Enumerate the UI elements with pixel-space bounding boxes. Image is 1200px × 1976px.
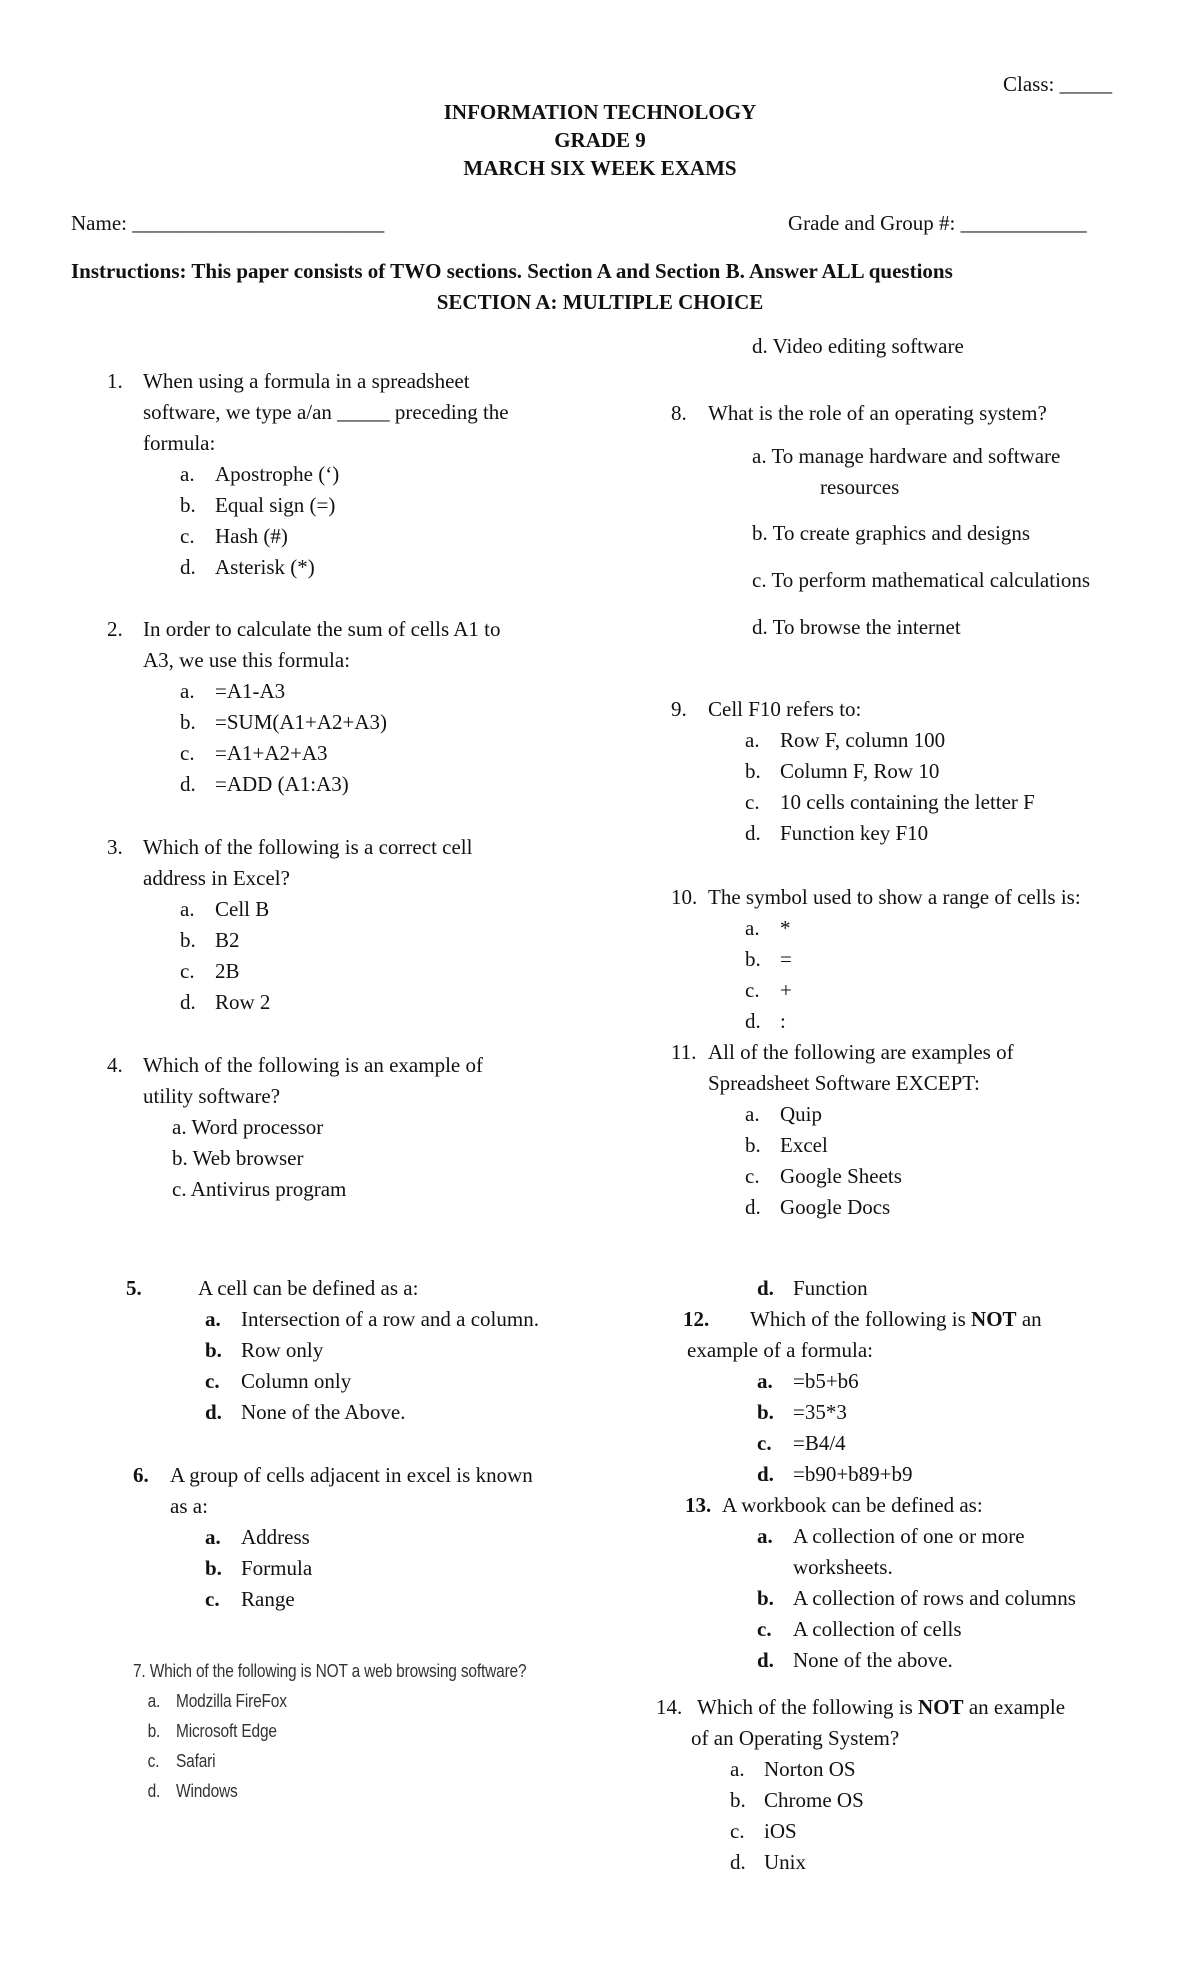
question-text: formula: xyxy=(143,431,216,455)
option-label: a. xyxy=(205,1307,221,1331)
question-text: A group of cells adjacent in excel is known xyxy=(170,1463,533,1487)
exam-title-subject: INFORMATION TECHNOLOGY xyxy=(443,100,757,124)
option-label: b. xyxy=(147,1721,161,1741)
option-text: d. To browse the internet xyxy=(752,615,961,639)
instructions: Instructions: This paper consists of TWO sections. Section A and Section B. Answer ALL questions xyxy=(71,259,953,283)
option-label: c. xyxy=(205,1587,220,1611)
question-text: What is the role of an operating system? xyxy=(708,401,1047,425)
option-label: c. xyxy=(180,959,195,983)
option-text: 2B xyxy=(215,959,240,983)
option-label: d. xyxy=(745,821,761,845)
option-text: Google Sheets xyxy=(780,1164,902,1188)
question-text: All of the following are examples of xyxy=(708,1040,1014,1064)
option-text: c. To perform mathematical calculations xyxy=(752,568,1091,592)
option-label: d. xyxy=(180,555,196,579)
option-text: Column F, Row 10 xyxy=(780,759,940,783)
option-text: b. Web browser xyxy=(172,1146,304,1170)
question-text: utility software? xyxy=(143,1084,281,1108)
question-number: 14. xyxy=(656,1695,683,1719)
question-number: 9. xyxy=(671,697,687,721)
option-label: a. xyxy=(180,679,195,703)
option-label: a. xyxy=(745,728,760,752)
question-text: Which of the following is a correct cell xyxy=(143,835,473,859)
option-text: Column only xyxy=(241,1369,352,1393)
option-text: Equal sign (=) xyxy=(215,493,336,517)
question-text: of an Operating System? xyxy=(691,1726,900,1750)
exam-title-grade: GRADE 9 xyxy=(554,128,646,152)
option-text: =SUM(A1+A2+A3) xyxy=(215,710,388,734)
question-text: address in Excel? xyxy=(143,866,290,890)
option-text: Quip xyxy=(780,1102,822,1126)
option-text: Range xyxy=(241,1587,295,1611)
question-text: Which of the following is xyxy=(697,1695,919,1719)
option-label: b. xyxy=(745,947,761,971)
option-label: d. xyxy=(147,1781,161,1801)
option-label: c. xyxy=(147,1751,160,1771)
option-text: * xyxy=(780,916,791,940)
option-text: Intersection of a row and a column. xyxy=(241,1307,539,1331)
option-label: a. xyxy=(730,1757,745,1781)
question-text: A3, we use this formula: xyxy=(143,648,351,672)
question-text: In order to calculate the sum of cells A1 to xyxy=(143,617,501,641)
option-label: d. xyxy=(757,1276,774,1300)
grade-group-field-label: Grade and Group #: ____________ xyxy=(788,211,1087,235)
section-a-title: SECTION A: MULTIPLE CHOICE xyxy=(436,290,764,314)
question-text: an xyxy=(1016,1307,1042,1331)
option-label: b. xyxy=(757,1400,774,1424)
option-text: =b90+b89+b9 xyxy=(793,1462,913,1486)
option-text: 10 cells containing the letter F xyxy=(780,790,1035,814)
option-label: b. xyxy=(180,493,196,517)
option-text: Address xyxy=(241,1525,310,1549)
option-label: c. xyxy=(180,741,195,765)
question-number: 4. xyxy=(107,1053,123,1077)
option-text: None of the above. xyxy=(793,1648,953,1672)
option-text: A collection of one or more xyxy=(793,1524,1025,1548)
option-text: Google Docs xyxy=(780,1195,891,1219)
question-text: A workbook can be defined as: xyxy=(722,1493,983,1517)
option-label: c. xyxy=(757,1617,772,1641)
question-number: 12. xyxy=(683,1307,710,1331)
question-number: 8. xyxy=(671,401,687,425)
option-label: b. xyxy=(757,1586,774,1610)
option-label: b. xyxy=(745,759,761,783)
question-14 xyxy=(0,1692,1200,1878)
question-number: 5. xyxy=(126,1276,142,1300)
option-text: resources xyxy=(820,475,900,499)
question-number: 1. xyxy=(107,369,123,393)
option-text: iOS xyxy=(764,1819,797,1843)
question-number: 10. xyxy=(671,885,698,909)
option-text: Function xyxy=(793,1276,868,1300)
option-label: c. xyxy=(180,524,195,548)
question-text: The symbol used to show a range of cells is: xyxy=(708,885,1081,909)
question-text: Which of the following is xyxy=(750,1307,972,1331)
question-text: example of a formula: xyxy=(687,1338,874,1362)
option-label: a. xyxy=(205,1525,221,1549)
option-text: = xyxy=(780,947,792,971)
option-label: d. xyxy=(180,990,196,1014)
question-text: Spreadsheet Software EXCEPT: xyxy=(708,1071,980,1095)
option-text: Apostrophe (‘) xyxy=(215,462,340,486)
question-number: 13. xyxy=(685,1493,712,1517)
option-label: a. xyxy=(180,897,195,921)
option-text: Hash (#) xyxy=(215,524,288,548)
question-10 xyxy=(0,882,1200,1037)
question-emphasis: NOT xyxy=(971,1307,1017,1331)
option-text: Function key F10 xyxy=(780,821,929,845)
question-text: an example xyxy=(963,1695,1066,1719)
question-11 xyxy=(0,1037,1200,1223)
option-label: c. xyxy=(745,1164,760,1188)
option-text: A collection of cells xyxy=(793,1617,962,1641)
option-label: a. xyxy=(757,1369,773,1393)
question-number: 3. xyxy=(107,835,123,859)
option-text: Safari xyxy=(176,1751,216,1771)
option-text: a. Word processor xyxy=(172,1115,324,1139)
option-text: Windows xyxy=(176,1781,238,1801)
option-text: + xyxy=(780,978,792,1002)
option-text: =A1+A2+A3 xyxy=(215,741,328,765)
question-6-continued-option xyxy=(0,1273,1200,1304)
question-emphasis: NOT xyxy=(918,1695,964,1719)
option-label: d. xyxy=(730,1850,746,1874)
option-text: a. To manage hardware and software xyxy=(752,444,1061,468)
option-text: Excel xyxy=(780,1133,828,1157)
option-text: None of the Above. xyxy=(241,1400,406,1424)
option-text: =35*3 xyxy=(793,1400,847,1424)
option-text: =B4/4 xyxy=(793,1431,846,1455)
question-number: 2. xyxy=(107,617,123,641)
option-text: c. Antivirus program xyxy=(172,1177,347,1201)
name-field-label: Name: ________________________ xyxy=(71,211,385,235)
option-text: Chrome OS xyxy=(764,1788,864,1812)
option-label: a. xyxy=(180,462,195,486)
option-label: a. xyxy=(745,1102,760,1126)
option-label: d. xyxy=(745,1009,761,1033)
class-field-label: Class: _____ xyxy=(1003,72,1113,96)
option-label: d. xyxy=(757,1462,774,1486)
option-text: Norton OS xyxy=(764,1757,856,1781)
option-label: d. xyxy=(757,1648,774,1672)
option-text: Unix xyxy=(764,1850,806,1874)
question-text: Which of the following is an example of xyxy=(143,1053,483,1077)
question-text: Cell F10 refers to: xyxy=(708,697,862,721)
question-text: 7. Which of the following is NOT a web browsing software? xyxy=(133,1661,527,1681)
question-13 xyxy=(0,1490,1200,1676)
question-text: A cell can be defined as a: xyxy=(198,1276,419,1300)
option-text: Row only xyxy=(241,1338,324,1362)
option-text: Row F, column 100 xyxy=(780,728,946,752)
option-label: a. xyxy=(745,916,760,940)
option-label: b. xyxy=(205,1556,222,1580)
option-text: Formula xyxy=(241,1556,313,1580)
option-label: b. xyxy=(180,710,196,734)
option-label: b. xyxy=(205,1338,222,1362)
option-label: c. xyxy=(757,1431,772,1455)
option-label: b. xyxy=(730,1788,746,1812)
option-text: =A1-A3 xyxy=(215,679,286,703)
question-text: software, we type a/an _____ preceding the xyxy=(143,400,509,424)
option-text: Asterisk (*) xyxy=(215,555,315,579)
option-label: b. xyxy=(180,928,196,952)
option-label: d. xyxy=(745,1195,761,1219)
option-label: c. xyxy=(745,978,760,1002)
question-9 xyxy=(0,694,1200,849)
option-text: Cell B xyxy=(215,897,270,921)
option-text: B2 xyxy=(215,928,240,952)
option-label: a. xyxy=(757,1524,773,1548)
exam-title-session: MARCH SIX WEEK EXAMS xyxy=(463,156,737,180)
question-text: When using a formula in a spreadsheet xyxy=(143,369,470,393)
question-4-continued-option: d. Video editing software xyxy=(752,334,964,358)
option-label: a. xyxy=(147,1691,161,1711)
option-text: b. To create graphics and designs xyxy=(752,521,1031,545)
option-text: Row 2 xyxy=(215,990,271,1014)
question-8 xyxy=(0,398,1200,429)
question-number: 6. xyxy=(133,1463,149,1487)
question-12 xyxy=(0,1304,1200,1490)
option-label: d. xyxy=(180,772,196,796)
option-text: Modzilla FireFox xyxy=(176,1691,287,1711)
option-text: : xyxy=(780,1009,786,1033)
option-label: c. xyxy=(745,790,760,814)
option-text: Microsoft Edge xyxy=(176,1721,277,1741)
option-label: c. xyxy=(730,1819,745,1843)
option-text: worksheets. xyxy=(793,1555,893,1579)
option-label: c. xyxy=(205,1369,220,1393)
option-label: b. xyxy=(745,1133,761,1157)
option-text: A collection of rows and columns xyxy=(793,1586,1076,1610)
option-label: d. xyxy=(205,1400,222,1424)
option-text: =b5+b6 xyxy=(793,1369,859,1393)
question-number: 11. xyxy=(671,1040,697,1064)
question-text: as a: xyxy=(170,1494,208,1518)
option-text: =ADD (A1:A3) xyxy=(215,772,349,796)
